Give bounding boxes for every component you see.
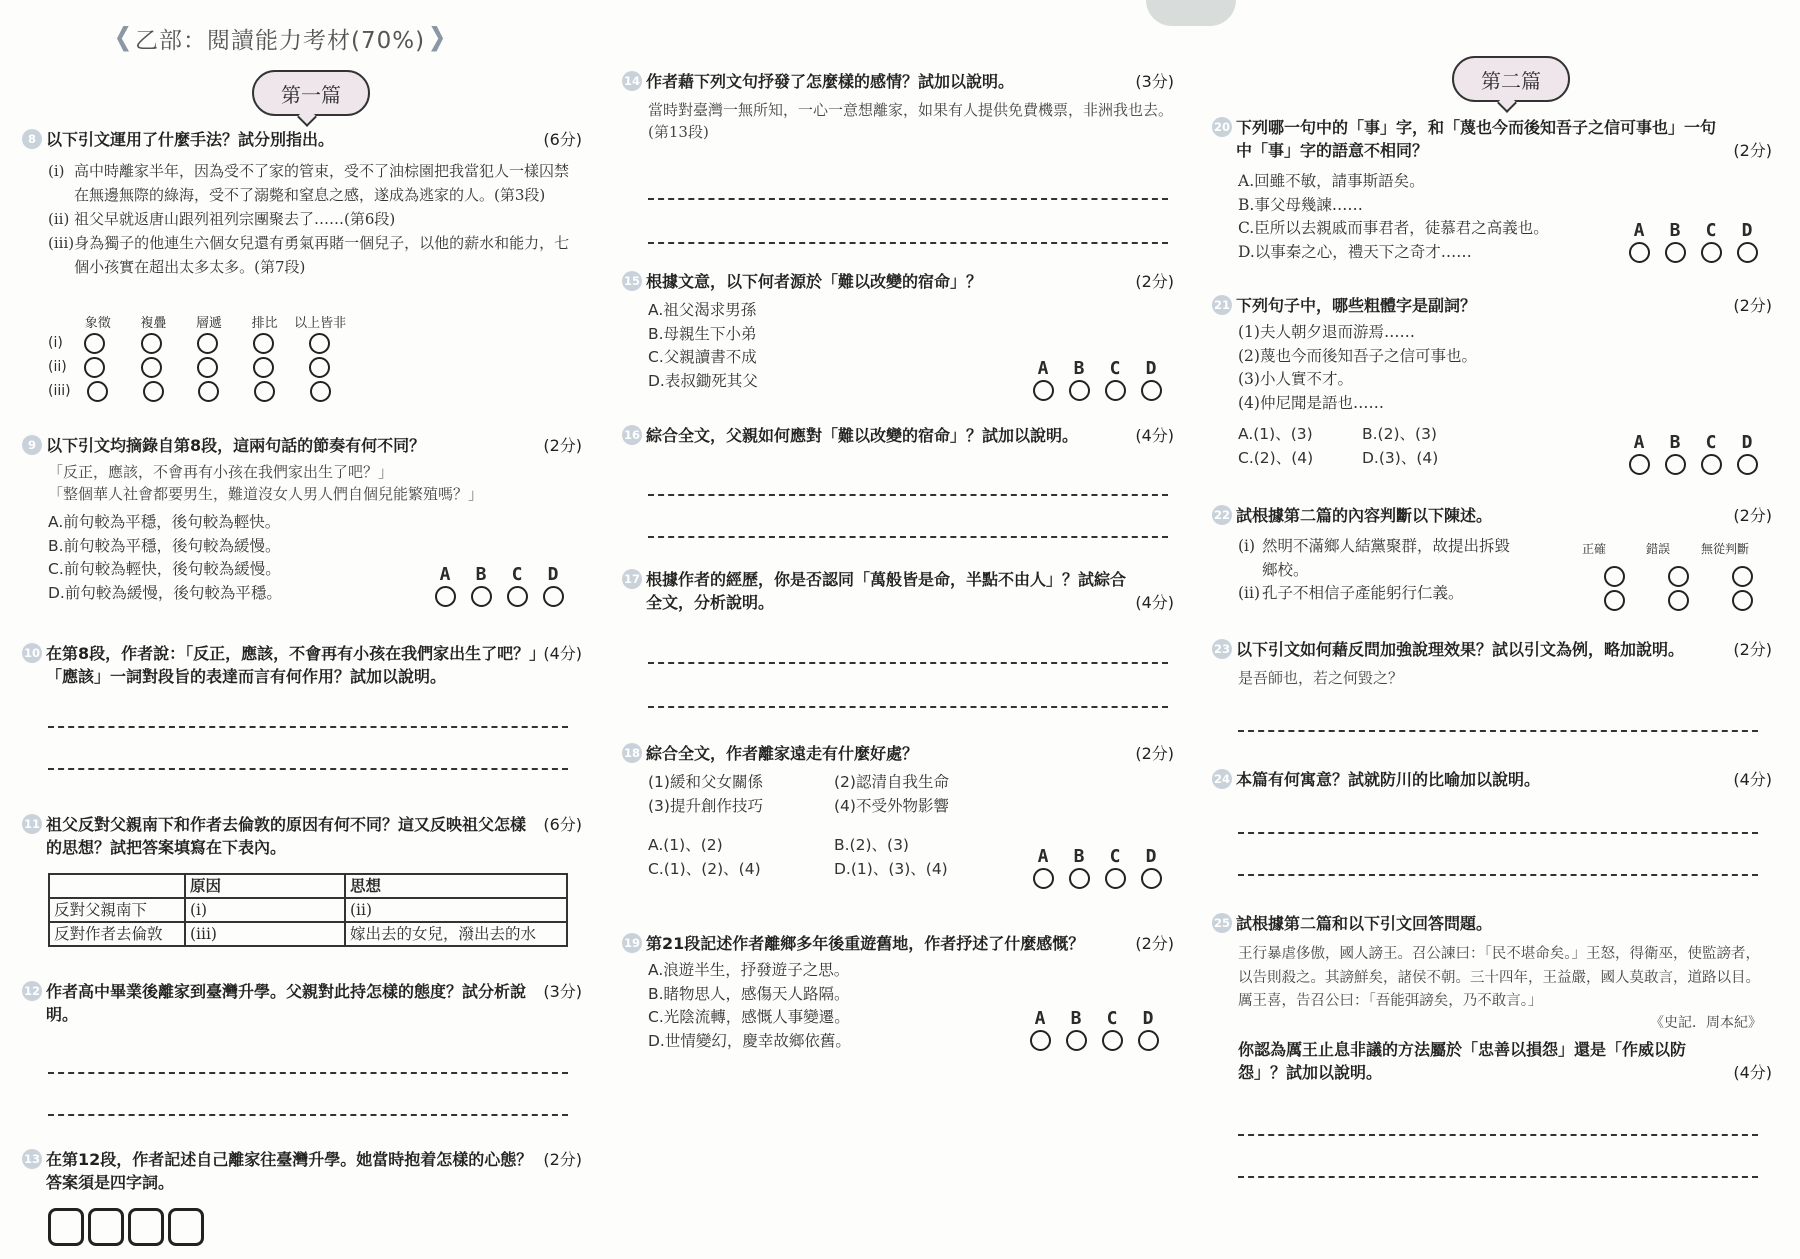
q8-cols-3: 排比 xyxy=(251,316,278,331)
answer-cell[interactable]: 嫁出去的女兒，潑出去的水 xyxy=(345,922,567,946)
technique-row: (iii) xyxy=(48,379,348,403)
option-bubble-b[interactable]: B xyxy=(1066,846,1092,889)
q24-num: 24 xyxy=(1212,769,1232,789)
choice-bubble[interactable] xyxy=(1668,590,1689,611)
q16-num: 16 xyxy=(622,425,642,445)
technique-grid xyxy=(48,312,348,403)
passage-2-label xyxy=(1452,56,1570,102)
quote: 當時對臺灣一無所知，一心一意想離家，如果有人提供免費機票，非洲我也去。(第13段) xyxy=(648,101,1174,141)
choice-bubble[interactable] xyxy=(1732,590,1753,611)
q22-cols-1: 錯誤 xyxy=(1645,542,1670,556)
option-a: A.前句較為平穩，後句較為輕快。 xyxy=(48,513,281,531)
q17-pts: (4分) xyxy=(1135,593,1174,612)
q20-text: 下列哪一句中的「事」字，和「蔑也今而後知吾子之信可事也」一句中「事」字的語意不相同？ xyxy=(1236,118,1717,160)
q8-items-2-0: (iii) xyxy=(48,234,75,252)
q23-num: 23 xyxy=(1212,639,1232,659)
question-24 xyxy=(1212,768,1772,791)
choice-bubble[interactable] xyxy=(197,357,218,378)
column-1 xyxy=(22,0,582,1259)
statement: (2)蔑也今而後知吾子之信可事也。 xyxy=(1238,346,1477,365)
option-bubble-b[interactable]: B xyxy=(468,564,494,607)
question-17 xyxy=(622,568,1174,614)
answer-cell[interactable]: (ii) xyxy=(345,898,567,922)
source: 《史記．周本紀》 xyxy=(1650,1014,1762,1031)
q22-pts: (2分) xyxy=(1733,506,1772,525)
q8-items-1-0: (ii) xyxy=(48,210,70,228)
q9-num: 9 xyxy=(22,435,42,455)
q8-items-0-0: (i) xyxy=(48,162,65,180)
q13-num: 13 xyxy=(22,1149,42,1169)
judgement-bubbles[interactable] xyxy=(1582,564,1774,612)
question-11 xyxy=(22,813,582,943)
option-b: B.(2)、(3) xyxy=(1362,425,1437,443)
q18-pts: (2分) xyxy=(1135,744,1174,763)
answer-bubbles[interactable] xyxy=(1027,1008,1161,1051)
question-23 xyxy=(1212,638,1772,689)
option-a: A.祖父渴求男孫 xyxy=(648,301,757,319)
quote-line: 「反正，應該，不會再有小孩在我們家出生了吧？」 xyxy=(48,463,394,481)
option-b: B.睹物思人，感傷天人路隔。 xyxy=(648,984,850,1003)
question-18 xyxy=(622,742,1174,881)
q8-cols-1: 複疊 xyxy=(140,316,167,331)
option-c: C.(2)、(4) xyxy=(1238,448,1314,467)
q19-num: 19 xyxy=(622,933,642,953)
q25-text: 試根據第二篇和以下引文回答問題。 xyxy=(1236,914,1493,933)
four-char-answer-boxes[interactable] xyxy=(48,1208,204,1246)
option-bubble-c[interactable]: C xyxy=(1102,358,1128,401)
q16-pts: (4分) xyxy=(1135,426,1174,445)
option-bubble-d[interactable]: D xyxy=(1734,432,1760,475)
option-bubble-a[interactable]: A xyxy=(1626,432,1652,475)
points: (6分) xyxy=(543,130,582,149)
option-d: D.世情變幻，慶幸故鄉依舊。 xyxy=(648,1031,851,1050)
judgement-row xyxy=(1582,564,1774,588)
q11-num: 11 xyxy=(22,814,42,834)
option-c: C.父親讀書不成 xyxy=(648,348,757,366)
q8-cols-0: 象徵 xyxy=(84,316,111,331)
option-a: A.(1)、(3) xyxy=(1238,425,1313,443)
statement xyxy=(1238,582,1512,606)
q25-pts: (4分) xyxy=(1733,1062,1772,1082)
option-d: D.表叔鋤死其父 xyxy=(648,371,758,390)
question-text: 以下引文運用了什麼手法？試分別指出。 xyxy=(46,130,335,149)
option-bubble-a[interactable]: A xyxy=(1030,358,1056,401)
option-bubble-d[interactable]: D xyxy=(1138,846,1164,889)
right-bracket-icon xyxy=(431,26,443,52)
option-bubble-a[interactable]: A xyxy=(432,564,458,607)
q22-items-0-1: 然明不滿鄉人結黨聚群，故提出拆毀鄉校。 xyxy=(1262,537,1511,579)
answer-line[interactable] xyxy=(648,662,1168,665)
answer-bubbles[interactable] xyxy=(1626,432,1760,475)
q25-num: 25 xyxy=(1212,913,1232,933)
q24-text: 本篇有何寓意？試就防川的比喻加以說明。 xyxy=(1236,770,1541,789)
q20-num: 20 xyxy=(1212,117,1232,137)
option-bubble-b[interactable]: B xyxy=(1066,358,1092,401)
choice-bubble[interactable] xyxy=(197,333,218,354)
choice-bubble[interactable] xyxy=(1668,566,1689,587)
answer-line[interactable] xyxy=(1238,874,1758,877)
q18-text: 綜合全文，作者離家遠走有什麼好處？ xyxy=(646,744,919,763)
option-bubble-a[interactable]: A xyxy=(1626,220,1652,263)
q10-pts: (4分) xyxy=(543,644,582,663)
option-bubble-b[interactable]: B xyxy=(1063,1008,1089,1051)
quote-item xyxy=(48,231,582,279)
option-d: D.(3)、(4) xyxy=(1362,448,1439,467)
question-9 xyxy=(22,434,582,605)
option-bubble-b[interactable]: B xyxy=(1662,220,1688,263)
option-c: C.臣所以去親戚而事君者，徒慕君之高義也。 xyxy=(1238,219,1549,237)
choice-bubble[interactable] xyxy=(141,357,162,378)
q12-num: 12 xyxy=(22,981,42,1001)
answer-table xyxy=(48,873,568,947)
quote: 是吾師也，若之何毀之？ xyxy=(1238,669,1404,687)
q22-items-0-0: (i) xyxy=(1238,537,1256,555)
choice-bubble[interactable] xyxy=(254,381,275,402)
option-bubble-d[interactable]: D xyxy=(1138,358,1164,401)
technique-row: (i) xyxy=(48,331,348,355)
q18-num: 18 xyxy=(622,743,642,763)
p1_label: 第一篇 xyxy=(281,82,341,107)
answer-bubbles[interactable] xyxy=(1030,358,1164,401)
answer-line[interactable] xyxy=(648,536,1168,539)
judgement-row xyxy=(1582,588,1774,612)
option-b: B.母親生下小弟 xyxy=(648,324,757,343)
answer-line[interactable] xyxy=(48,726,568,729)
q19-text: 第21段記述作者離鄉多年後重遊舊地，作者抒述了什麼感慨？ xyxy=(646,934,1085,953)
option-bubble-c[interactable]: C xyxy=(504,564,530,607)
q9-pts: (2分) xyxy=(543,436,582,455)
column-3 xyxy=(1212,0,1772,1259)
answer-bubbles[interactable] xyxy=(1626,220,1760,263)
q15-text: 根據文意，以下何者源於「難以改變的宿命」？ xyxy=(646,272,983,291)
option-a: A.浪遊半生，抒發遊子之思。 xyxy=(648,961,850,979)
q16-text: 綜合全文，父親如何應對「難以改變的宿命」？試加以說明。 xyxy=(646,426,1079,445)
option-c: C.光陰流轉，感慨人事變遷。 xyxy=(648,1008,850,1026)
q14-pts: (3分) xyxy=(1135,72,1174,91)
q22-items-1-1: 孔子不相信子產能躬行仁義。 xyxy=(1262,584,1464,602)
statement: (2)認清自我生命 xyxy=(834,773,949,791)
q15-num: 15 xyxy=(622,271,642,291)
statement: (3)提升創作技巧 xyxy=(648,796,763,815)
answer-line[interactable] xyxy=(648,242,1168,245)
q22-items-1-0: (ii) xyxy=(1238,584,1261,602)
choice-bubble[interactable] xyxy=(310,381,331,402)
q13-pts: (2分) xyxy=(543,1150,582,1169)
quote-item xyxy=(48,159,582,207)
option-d: D.前句較為緩慢，後句較為平穩。 xyxy=(48,583,282,602)
option-bubble-c[interactable]: C xyxy=(1698,220,1724,263)
q11-text: 祖父反對父親南下和作者去倫敦的原因有何不同？這又反映祖父怎樣的思想？試把答案填寫在下表內。 xyxy=(46,815,527,857)
q21-text: 下列句子中，哪些粗體字是副詞？ xyxy=(1236,296,1477,315)
statement: (1)緩和父女關係 xyxy=(648,773,763,791)
choice-bubble[interactable] xyxy=(253,357,274,378)
answer-line[interactable] xyxy=(1238,1176,1758,1179)
answer-line[interactable] xyxy=(48,768,568,771)
option-bubble-a[interactable]: A xyxy=(1027,1008,1053,1051)
answer-line[interactable] xyxy=(1238,730,1758,733)
choice-bubble[interactable] xyxy=(143,381,164,402)
section-title xyxy=(117,22,443,55)
question-10 xyxy=(22,642,582,688)
p2_label: 第二篇 xyxy=(1481,68,1541,93)
q9-text: 以下引文均摘錄自第8段，這兩句話的節奏有何不同？ xyxy=(46,436,426,455)
choice-bubble[interactable] xyxy=(309,333,330,354)
section_title: 乙部：閱讀能力考材(70%) xyxy=(135,28,426,54)
q13-text: 在第12段，作者記述自己離家往臺灣升學。她當時抱着怎樣的心態？答案須是四字詞。 xyxy=(46,1150,533,1192)
q22-cols-2: 無從判斷 xyxy=(1700,542,1749,556)
answer-line[interactable] xyxy=(648,198,1168,201)
question-8 xyxy=(22,128,582,399)
choice-bubble[interactable] xyxy=(1604,566,1625,587)
row-label: 反對父親南下 xyxy=(49,898,185,922)
option-bubble-b[interactable]: B xyxy=(1662,432,1688,475)
q21-pts: (2分) xyxy=(1733,296,1772,315)
choice-bubble[interactable] xyxy=(141,333,162,354)
question-12 xyxy=(22,980,582,1026)
option-b: B.事父母幾諫…… xyxy=(1238,195,1363,214)
q12-pts: (3分) xyxy=(543,982,582,1001)
q22-num: 22 xyxy=(1212,505,1232,525)
option-bubble-a[interactable]: A xyxy=(1030,846,1056,889)
choice-bubble[interactable] xyxy=(87,381,108,402)
option-bubble-c[interactable]: C xyxy=(1099,1008,1125,1051)
q8-cols-4: 以上皆非 xyxy=(294,316,347,331)
q8-cols-2: 層遞 xyxy=(195,316,222,331)
answer-cell[interactable]: (i) xyxy=(185,898,345,922)
answer-line[interactable] xyxy=(648,706,1168,709)
answer-bubbles[interactable] xyxy=(1030,846,1164,889)
q22-cols-0: 正確 xyxy=(1581,542,1606,556)
q22-text: 試根據第二篇的內容判斷以下陳述。 xyxy=(1236,506,1493,525)
q14-num: 14 xyxy=(622,71,642,91)
option-b: B.前句較為平穩，後句較為緩慢。 xyxy=(48,536,281,555)
left-bracket-icon xyxy=(117,26,129,52)
option-a: A.(1)、(2) xyxy=(648,836,723,854)
q8-items-1-1: 祖父早就返唐山跟列祖列宗團聚去了……(第6段) xyxy=(74,210,396,228)
option-bubble-d[interactable]: D xyxy=(1135,1008,1161,1051)
sub-question: 你認為厲王止息非議的方法屬於「忠善以損怨」還是「作威以防怨」？試加以說明。 xyxy=(1238,1039,1687,1082)
answer-line[interactable] xyxy=(648,494,1168,497)
choice-bubble[interactable] xyxy=(84,333,105,354)
question-number: 8 xyxy=(22,129,42,149)
q24-pts: (4分) xyxy=(1733,770,1772,789)
q17-num: 17 xyxy=(622,569,642,589)
question-22 xyxy=(1212,504,1772,606)
question-19 xyxy=(622,932,1174,1053)
question-25 xyxy=(1212,912,1772,1084)
passage-1-label xyxy=(252,70,370,116)
q8-items-2-1: 身為獨子的他連生六個女兒還有勇氣再賭一個兒子，以他的薪水和能力，七個小孩實在超出太多太多。(第7段) xyxy=(74,234,570,276)
option-bubble-d[interactable]: D xyxy=(540,564,566,607)
choice-bubble[interactable] xyxy=(1604,590,1625,611)
choice-bubble[interactable] xyxy=(1732,566,1753,587)
option-d: D.以事秦之心，禮天下之奇才…… xyxy=(1238,242,1472,261)
q11-head-1: 原因 xyxy=(185,874,345,898)
statement: (4)不受外物影響 xyxy=(834,796,949,815)
q20-pts: (2分) xyxy=(1733,141,1772,160)
option-a: A.回雖不敏，請事斯語矣。 xyxy=(1238,172,1425,190)
question-15 xyxy=(622,270,1174,393)
answer-cell[interactable]: (iii) xyxy=(185,922,345,946)
q21-num: 21 xyxy=(1212,295,1232,315)
statement xyxy=(1238,535,1512,582)
q10-text: 在第8段，作者說：「反正，應該，不會再有小孩在我們家出生了吧？」「應該」一詞對段旨的表達而言有何作用？試加以說明。 xyxy=(46,644,538,686)
q15-pts: (2分) xyxy=(1135,272,1174,291)
choice-bubble[interactable] xyxy=(198,381,219,402)
q23-text: 以下引文如何藉反問加強說理效果？試以引文為例，略加說明。 xyxy=(1236,640,1685,659)
column-2 xyxy=(622,0,1174,1259)
question-13 xyxy=(22,1148,582,1194)
choice-bubble[interactable] xyxy=(84,357,105,378)
answer-line[interactable] xyxy=(48,1072,568,1075)
option-c: C.前句較為輕快，後句較為緩慢。 xyxy=(48,560,281,578)
answer-line[interactable] xyxy=(1238,1134,1758,1137)
answer-bubbles[interactable] xyxy=(432,564,566,607)
technique-row: (ii) xyxy=(48,355,348,379)
statement: (3)小人實不才。 xyxy=(1238,370,1353,388)
answer-line[interactable] xyxy=(1238,832,1758,835)
option-bubble-c[interactable]: C xyxy=(1698,432,1724,475)
q8-items-0-1: 高中時離家半年，因為受不了家的管束，受不了油棕園把我當犯人一樣囚禁在無邊無際的綠海，受不了溺斃和窒息之感，遂成為逃家的人。(第3段) xyxy=(74,162,570,204)
option-d: D.(1)、(3)、(4) xyxy=(834,859,948,878)
q11-head-0 xyxy=(49,874,185,898)
q19-pts: (2分) xyxy=(1135,934,1174,953)
option-bubble-c[interactable]: C xyxy=(1102,846,1128,889)
statement: (4)仲尼聞是語也…… xyxy=(1238,393,1384,412)
option-b: B.(2)、(3) xyxy=(834,836,909,854)
answer-line[interactable] xyxy=(48,1114,568,1117)
question-16 xyxy=(622,424,1174,447)
option-c: C.(1)、(2)、(4) xyxy=(648,859,761,878)
quote: 王行暴虐侈傲，國人謗王。召公諫曰：「民不堪命矣。」王怒，得衛巫，使監謗者，以告則殺之。其謗鮮矣，諸侯不朝。三十四年，王益嚴，國人莫敢言，道路以目。厲王喜，告召公曰：「吾能弭謗矣，乃不敢言。」 xyxy=(1238,946,1760,1009)
row-label: 反對作者去倫敦 xyxy=(49,922,185,946)
q11-head-2: 思想 xyxy=(345,874,567,898)
statement: (1)夫人朝夕退而游焉…… xyxy=(1238,323,1415,341)
quote-line: 「整個華人社會都要男生，難道沒女人男人們自個兒能繁殖嗎？」 xyxy=(48,485,484,503)
q14-text: 作者藉下列文句抒發了怎麼樣的感情？試加以說明。 xyxy=(646,72,1015,91)
choice-bubble[interactable] xyxy=(253,333,274,354)
option-bubble-d[interactable]: D xyxy=(1734,220,1760,263)
choice-bubble[interactable] xyxy=(309,357,330,378)
q23-pts: (2分) xyxy=(1733,640,1772,659)
quote-item xyxy=(48,207,582,231)
q10-num: 10 xyxy=(22,643,42,663)
q12-text: 作者高中畢業後離家到臺灣升學。父親對此持怎樣的態度？試分析說明。 xyxy=(46,982,527,1024)
question-21 xyxy=(1212,294,1772,470)
question-20 xyxy=(1212,116,1772,264)
q17-text: 根據作者的經歷，你是否認同「萬般皆是命，半點不由人」？試綜合全文，分析說明。 xyxy=(646,570,1127,612)
q11-pts: (6分) xyxy=(543,815,582,834)
question-14 xyxy=(622,70,1174,143)
